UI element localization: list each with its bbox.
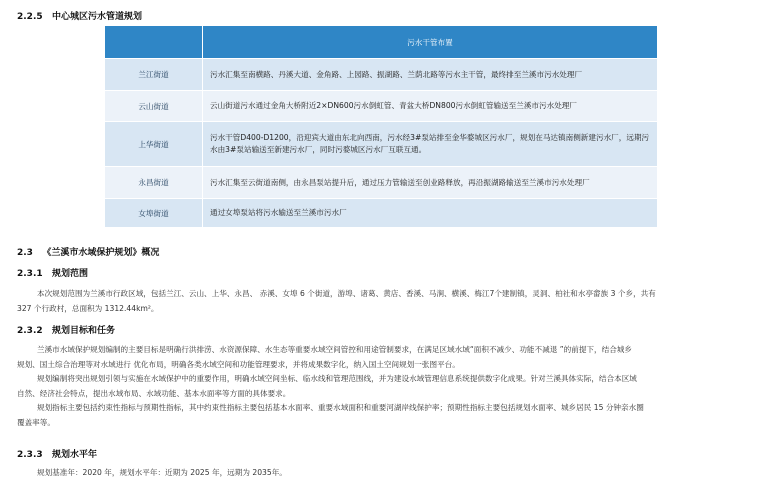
- row-name: 兰江街道: [105, 59, 203, 91]
- paragraph-line: 规划编制将突出规划引领与实施在水域保护中的重要作用，明确水域空间坐标、临水线和管理范围线，并为建设水域管理信息系统提供数字化成果。针对兰溪具体实际，结合本区域: [37, 374, 637, 383]
- table-header: 污水干管布置: [203, 26, 658, 59]
- paragraph-line: 规划基准年：2020 年，规划水平年：近期为 2025 年，远期为 2035年。: [37, 468, 287, 477]
- section-number: 2.3.2: [17, 326, 43, 336]
- paragraph-goals: [17, 343, 752, 430]
- row-name: 上华街道: [105, 122, 203, 167]
- row-name: 云山街道: [105, 91, 203, 122]
- paragraph-scope: [17, 287, 752, 316]
- row-name: 永昌街道: [105, 167, 203, 199]
- row-desc: 污水汇集至云街道南侧，由永昌泵站提升后，通过压力管输送至创业路释放，再沿振湖路输送至兰溪市污水处理厂: [203, 167, 658, 199]
- heading-2-2-5: [17, 9, 142, 22]
- table-header-blank: [105, 26, 203, 59]
- table-row: [105, 122, 658, 167]
- table-row: [105, 59, 658, 91]
- paragraph-line: 本次规划范围为兰溪市行政区域，包括兰江、云山、上华、永昌、 赤溪、女埠 6 个街道，游埠、诸葛、黄店、香溪、马涧、横溪、梅江7个建制镇，灵洞、柏社和水亭畲族 3 个乡，共有: [37, 289, 656, 298]
- paragraph-line: 规划、国土综合治理等对水域进行 优化布局，明确各类水域空间和功能管理要求，并将成果数字化，纳入国土空间规划一张图平台。: [17, 359, 460, 369]
- section-number: 2.3: [17, 248, 33, 258]
- section-number: 2.3.1: [17, 269, 43, 279]
- row-name: 女埠街道: [105, 199, 203, 228]
- heading-2-3-3: [17, 447, 97, 460]
- section-number: 2.2.5: [17, 12, 43, 22]
- section-title: 规划范围: [52, 269, 89, 279]
- section-title: 规划水平年: [52, 450, 98, 460]
- heading-2-3-1: [17, 266, 88, 279]
- row-desc: 污水干管D400-D1200，沿迎宾大道由东北向西南，污水经3#泵站排至金华婺城区污水厂，规划在马达镇南侧新建污水厂，远期污水由3#泵站输送至新建污水厂，同时污婺城区污水厂互联互通。: [203, 122, 658, 167]
- paragraph-line: 自然、经济社会特点，提出水域布局、水域功能、基本水面率等方面的具体要求。: [17, 388, 291, 398]
- paragraph-line: 规划指标主要包括约束性指标与预期性指标，其中约束性指标主要包括基本水面率、重要水域面积和重要河湖岸线保护率；预期性指标主要包括规划水面率、城乡居民 15 分钟亲水圈: [37, 403, 644, 412]
- section-title: 《兰溪市水域保护规划》概况: [42, 248, 160, 258]
- section-title: 规划目标和任务: [52, 326, 116, 336]
- sewer-main-table: [104, 25, 658, 228]
- row-desc: 污水汇集至南横路、丹溪大道、金角路、上园路、振湖路、兰荫北路等污水主干管，最终排至兰溪市污水处理厂: [203, 59, 658, 91]
- table-row: [105, 199, 658, 228]
- section-title: 中心城区污水管道规划: [52, 12, 143, 22]
- heading-2-3-2: [17, 323, 115, 336]
- table-row: [105, 167, 658, 199]
- paragraph-line: 327 个行政村，总面积为 1312.44km²。: [17, 303, 159, 313]
- paragraph-line: 覆盖率等。: [17, 417, 55, 427]
- row-desc: 通过女埠泵站将污水输送至兰溪市污水厂: [203, 199, 658, 228]
- paragraph-line: 兰溪市水域保护规划编制的主要目标是明确行洪排涝、水资源保障、水生态等重要水域空间管控和用途管制要求，在满足区域水域“面积不减少、功能不减退 ”的前提下，结合城乡: [37, 345, 632, 354]
- paragraph-years: [17, 466, 752, 481]
- heading-2-3: [17, 245, 159, 258]
- section-number: 2.3.3: [17, 450, 43, 460]
- table-row: [105, 91, 658, 122]
- row-desc: 云山街道污水通过金角大桥附近2×DN600污水倒虹管、青盆大桥DN800污水倒虹管输送至兰溪市污水处理厂: [203, 91, 658, 122]
